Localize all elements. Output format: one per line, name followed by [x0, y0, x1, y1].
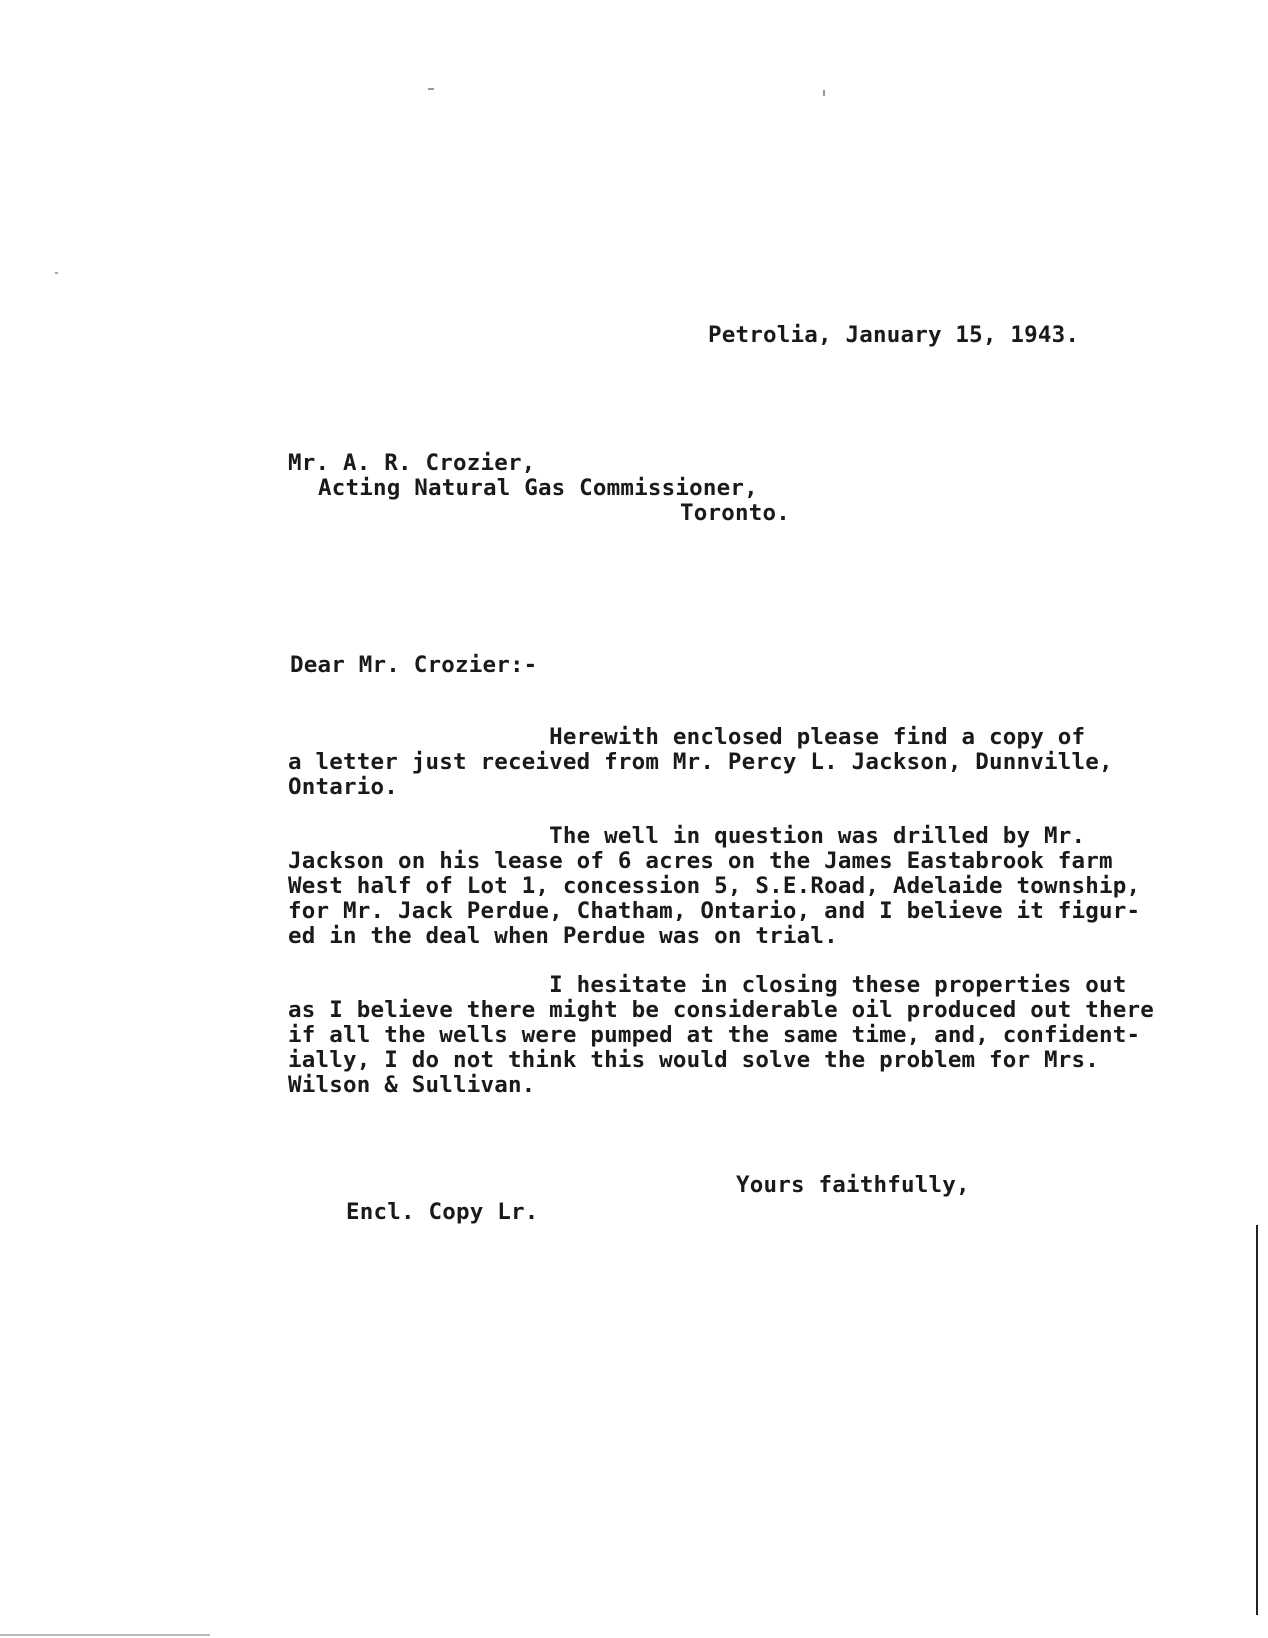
addressee-name: Mr. A. R. Crozier, [288, 450, 536, 476]
paragraph-line: West half of Lot 1, concession 5, S.E.Road, Adelaide township, [288, 873, 1141, 899]
paragraph-line: The well in question was drilled by Mr. [288, 823, 1086, 849]
paragraph-line: for Mr. Jack Perdue, Chatham, Ontario, and I believe it figur- [288, 898, 1141, 924]
paragraph-2 [288, 824, 1140, 949]
paragraph-line: ed in the deal when Perdue was on trial. [288, 923, 838, 949]
scan-speck [55, 272, 58, 274]
addressee-title: Acting Natural Gas Commissioner, [318, 475, 758, 501]
paragraph-line: Wilson & Sullivan. [288, 1072, 536, 1098]
scan-bottom-edge [0, 1634, 210, 1636]
scan-speck [823, 90, 825, 96]
closing: Yours faithfully, [736, 1172, 970, 1198]
paragraph-line: as I believe there might be considerable oil produced out there [288, 997, 1155, 1023]
dateline: Petrolia, January 15, 1943. [708, 322, 1080, 348]
paragraph-1 [288, 725, 1113, 800]
addressee-city: Toronto. [680, 500, 790, 526]
paragraph-line: I hesitate in closing these properties out [288, 972, 1127, 998]
scan-speck [428, 88, 434, 90]
paragraph-line: Herewith enclosed please find a copy of [288, 724, 1086, 750]
paragraph-line: Jackson on his lease of 6 acres on the James Eastabrook farm [288, 848, 1113, 874]
enclosure-note: Encl. Copy Lr. [346, 1199, 539, 1225]
paragraph-line: ially, I do not think this would solve the problem for Mrs. [288, 1047, 1100, 1073]
paragraph-line: if all the wells were pumped at the same time, and, confident- [288, 1022, 1141, 1048]
scan-edge-mark [1256, 1225, 1258, 1615]
paragraph-line: Ontario. [288, 774, 398, 800]
paragraph-3 [288, 973, 1154, 1098]
paragraph-line: a letter just received from Mr. Percy L. Jackson, Dunnville, [288, 749, 1113, 775]
salutation: Dear Mr. Crozier:- [290, 652, 538, 678]
